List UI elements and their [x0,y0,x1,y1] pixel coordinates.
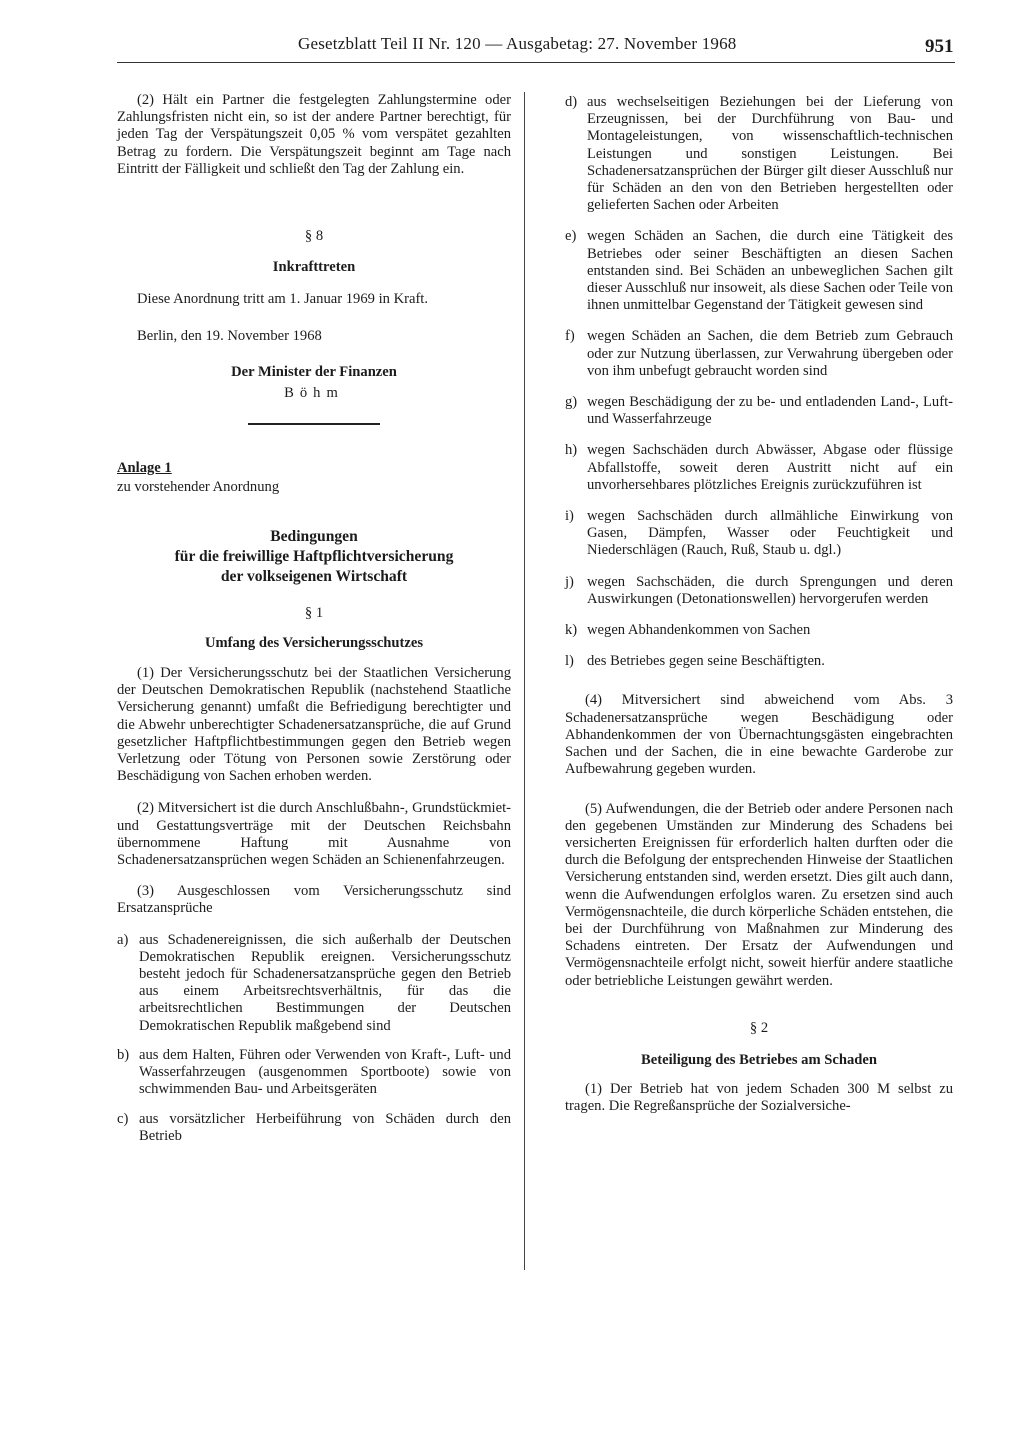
section-2-paragraph-1: (1) Der Betrieb hat von jedem Schaden 300 M selbst zu tragen. Die Regreßansprüche der Sozialversiche- [565,1081,953,1115]
item-label: k) [565,622,578,639]
item-label: g) [565,394,578,411]
left-column [117,92,511,1145]
exclusion-item-f [565,328,953,380]
item-label: i) [565,508,574,525]
item-text: wegen Schäden an Sachen, die dem Betrieb zum Gebrauch oder zur Nutzung überlassen, zur Verwahrung übergeben oder von ihm unbefugt gebraucht worden sind [587,328,953,379]
item-label: j) [565,573,574,590]
gazette-title: Gesetzblatt Teil II Nr. 120 — Ausgabetag: 27. November 1968 [298,34,737,53]
place-date: Berlin, den 19. November 1968 [137,327,322,344]
item-label: h) [565,442,578,459]
page-number: 951 [925,36,954,57]
section-1-number: § 1 [304,604,324,621]
conditions-title-line-2: für die freiwillige Haftpflichtversicherung [174,547,454,565]
exclusion-item-l [565,653,953,670]
section-8-title: Inkrafttreten [272,259,356,276]
anlage-subtitle: zu vorstehender Anordnung [117,479,280,496]
exclusion-item-d [565,94,953,214]
item-text: aus vorsätzlicher Herbeiführung von Schäden durch den Betrieb [139,1110,511,1144]
minister-title: Der Minister der Finanzen [231,363,397,380]
item-label: e) [565,228,577,245]
item-label: a) [117,931,129,948]
item-text: wegen Abhandenkommen von Sachen [587,622,811,639]
exclusion-item-g [565,394,953,428]
section-2-title: Beteiligung des Betriebes am Schaden [641,1051,877,1068]
paragraph-2-payment-delay: (2) Hält ein Partner die festgelegten Zahlungstermine oder Zahlungsfristen nicht ein, so ist der andere Partner berechtigt, für jeden Tag der Verspätungszeit 0,05 % vom verspätet gezahlten Betrag zu fordern. Die Verspätungszeit beginnt am Tage nach Eintritt der Fälligkeit und schließt den Tag der Zahlung ein. [117,92,511,177]
page-header [0,30,1024,66]
right-column [565,94,953,1116]
item-text: aus wechselseitigen Beziehungen bei der Lieferung von Erzeugnissen, bei der Durchführung von Bau- und Montageleistungen, von wissenschaftlich-technischen Leistungen und sonstigen Leistungen. Bei Schadenersatzansprüchen der Bürger gilt dieser Ausschluß nur für Schäden an den von den Betrieben hergestellten oder gelieferten Sachen oder Arbeiten [587,94,953,214]
header-rule [117,62,955,63]
exclusion-item-j [565,574,953,608]
paragraph-5: (5) Aufwendungen, die der Betrieb oder andere Personen nach den gegebenen Umständen zur Minderung des Schadens bei versicherten Ereignissen für erforderlich halten durften oder die durch die Befolgung der entsprechenden Hinweise der Staatlichen Versicherung entstanden sind, werden ersetzt. Dies gilt auch dann, wenn die Aufwendungen erfolglos waren. Zu ersetzen sind auch Vermögensnachteile, die durch körperliche Schäden entstehen, die bei der Durchführung von Maßnahmen zur Minderung des Schadens eintreten. Der Ersatz der Aufwendungen und Vermögensnachteile erfolgt nicht, soweit hierfür andere staatliche oder betriebliche Leistungen gewährt werden. [565,800,953,989]
paragraph-4: (4) Mitversichert sind abweichend vom Abs. 3 Schadenersatzansprüche wegen Beschädigung oder Abhandenkommen der von Übernachtungsgästen eingebrachten Sachen und der Sachen, die in eine bewachte Garderobe zur Aufbewahrung gegeben wurden. [565,692,953,778]
section-8-text: Diese Anordnung tritt am 1. Januar 1969 in Kraft. [137,291,429,308]
exclusion-item-a [117,932,511,1035]
item-label: b) [117,1046,130,1063]
item-text: wegen Schäden an Sachen, die durch eine Tätigkeit des Betriebes oder seiner Beschäftigten an diesen Sachen entstanden sind. Bei Schäden an unbeweglichen Sachen gilt dieser Ausschluß nur insoweit, als diese Sachen oder Teile von ihnen unmittelbar Gegenstand der Tätigkeit gewesen sind [587,228,953,314]
section-1-paragraph-1: (1) Der Versicherungsschutz bei der Staatlichen Versicherung der Deutschen Demokratischen Republik (nachstehend Staatliche Versicherung genannt) umfaßt die Befriedigung berechtigter und die Abwehr unberechtigter Schadenersatzansprüche, die auf Grund gesetzlicher Haftpflichtbestimmungen gegen den Betrieb wegen Verletzung oder Tötung von Personen sowie Zerstörung oder Beschädigung von Sachen erhoben werden. [117,665,511,785]
item-text: wegen Sachschäden, die durch Sprengungen und deren Auswirkungen (Detonationswellen) hervorgerufen werden [587,573,953,607]
item-text: wegen Beschädigung der zu be- und entladenden Land-, Luft- und Wasserfahrzeuge [587,394,953,428]
exclusion-item-k [565,622,953,639]
item-text: aus Schadenereignissen, die sich außerhalb der Deutschen Demokratischen Republik ereignen. Versicherungsschutz besteht jedoch für Schadenersatzansprüche gegen den Betrieb aus einem Arbeitsrechtsverhältnis, für das die arbeitsrechtlichen Bestimmungen der Deutschen Demokratischen Republik maßgebend sind [139,931,511,1034]
section-2-number: § 2 [749,1019,769,1036]
column-divider [524,92,525,1270]
section-1-title: Umfang des Versicherungsschutzes [204,634,424,651]
item-label: f) [565,328,575,345]
item-text: aus dem Halten, Führen oder Verwenden von Kraft-, Luft- und Wasserfahrzeugen (ausgenommen Sportboote) sowie von schwimmenden Bau- und Arbeitsgeräten [139,1046,511,1098]
signature-name: Böhm [284,385,344,402]
section-1-paragraph-3: (3) Ausgeschlossen vom Versicherungsschutz sind Ersatzansprüche [117,883,511,917]
conditions-title-line-3: der volkseigenen Wirtschaft [220,567,408,585]
item-text: des Betriebes gegen seine Beschäftigten. [587,653,825,670]
exclusion-item-b [117,1047,511,1099]
exclusion-item-e [565,228,953,314]
item-label: l) [565,653,574,670]
item-text: wegen Sachschäden durch Abwässer, Abgase oder flüssige Abfallstoffe, soweit deren Austritt nicht auf ein unvorhersehbares plötzliches Ereignis zurückzuführen ist [587,442,953,493]
item-label: d) [565,94,578,110]
exclusion-item-i [565,508,953,560]
item-label: c) [117,1110,129,1127]
item-text: wegen Sachschäden durch allmähliche Einwirkung von Gasen, Dämpfen, Wasser oder Feuchtigkeit und Niederschlägen (Rauch, Ruß, Staub u. dgl.) [587,508,953,559]
exclusion-item-h [565,442,953,494]
exclusion-item-c [117,1111,511,1145]
section-1-paragraph-2: (2) Mitversichert ist die durch Anschlußbahn-, Grundstückmiet- und Gestattungsverträge mit der Deutschen Reichsbahn übernommene Haftung mit Ausnahme von Schadenersatzansprüchen wegen Schäden an Schienenfahrzeugen. [117,800,511,869]
anlage-title: Anlage 1 [117,460,172,477]
conditions-title-line-1: Bedingungen [270,527,358,545]
section-8-number: § 8 [304,228,324,244]
